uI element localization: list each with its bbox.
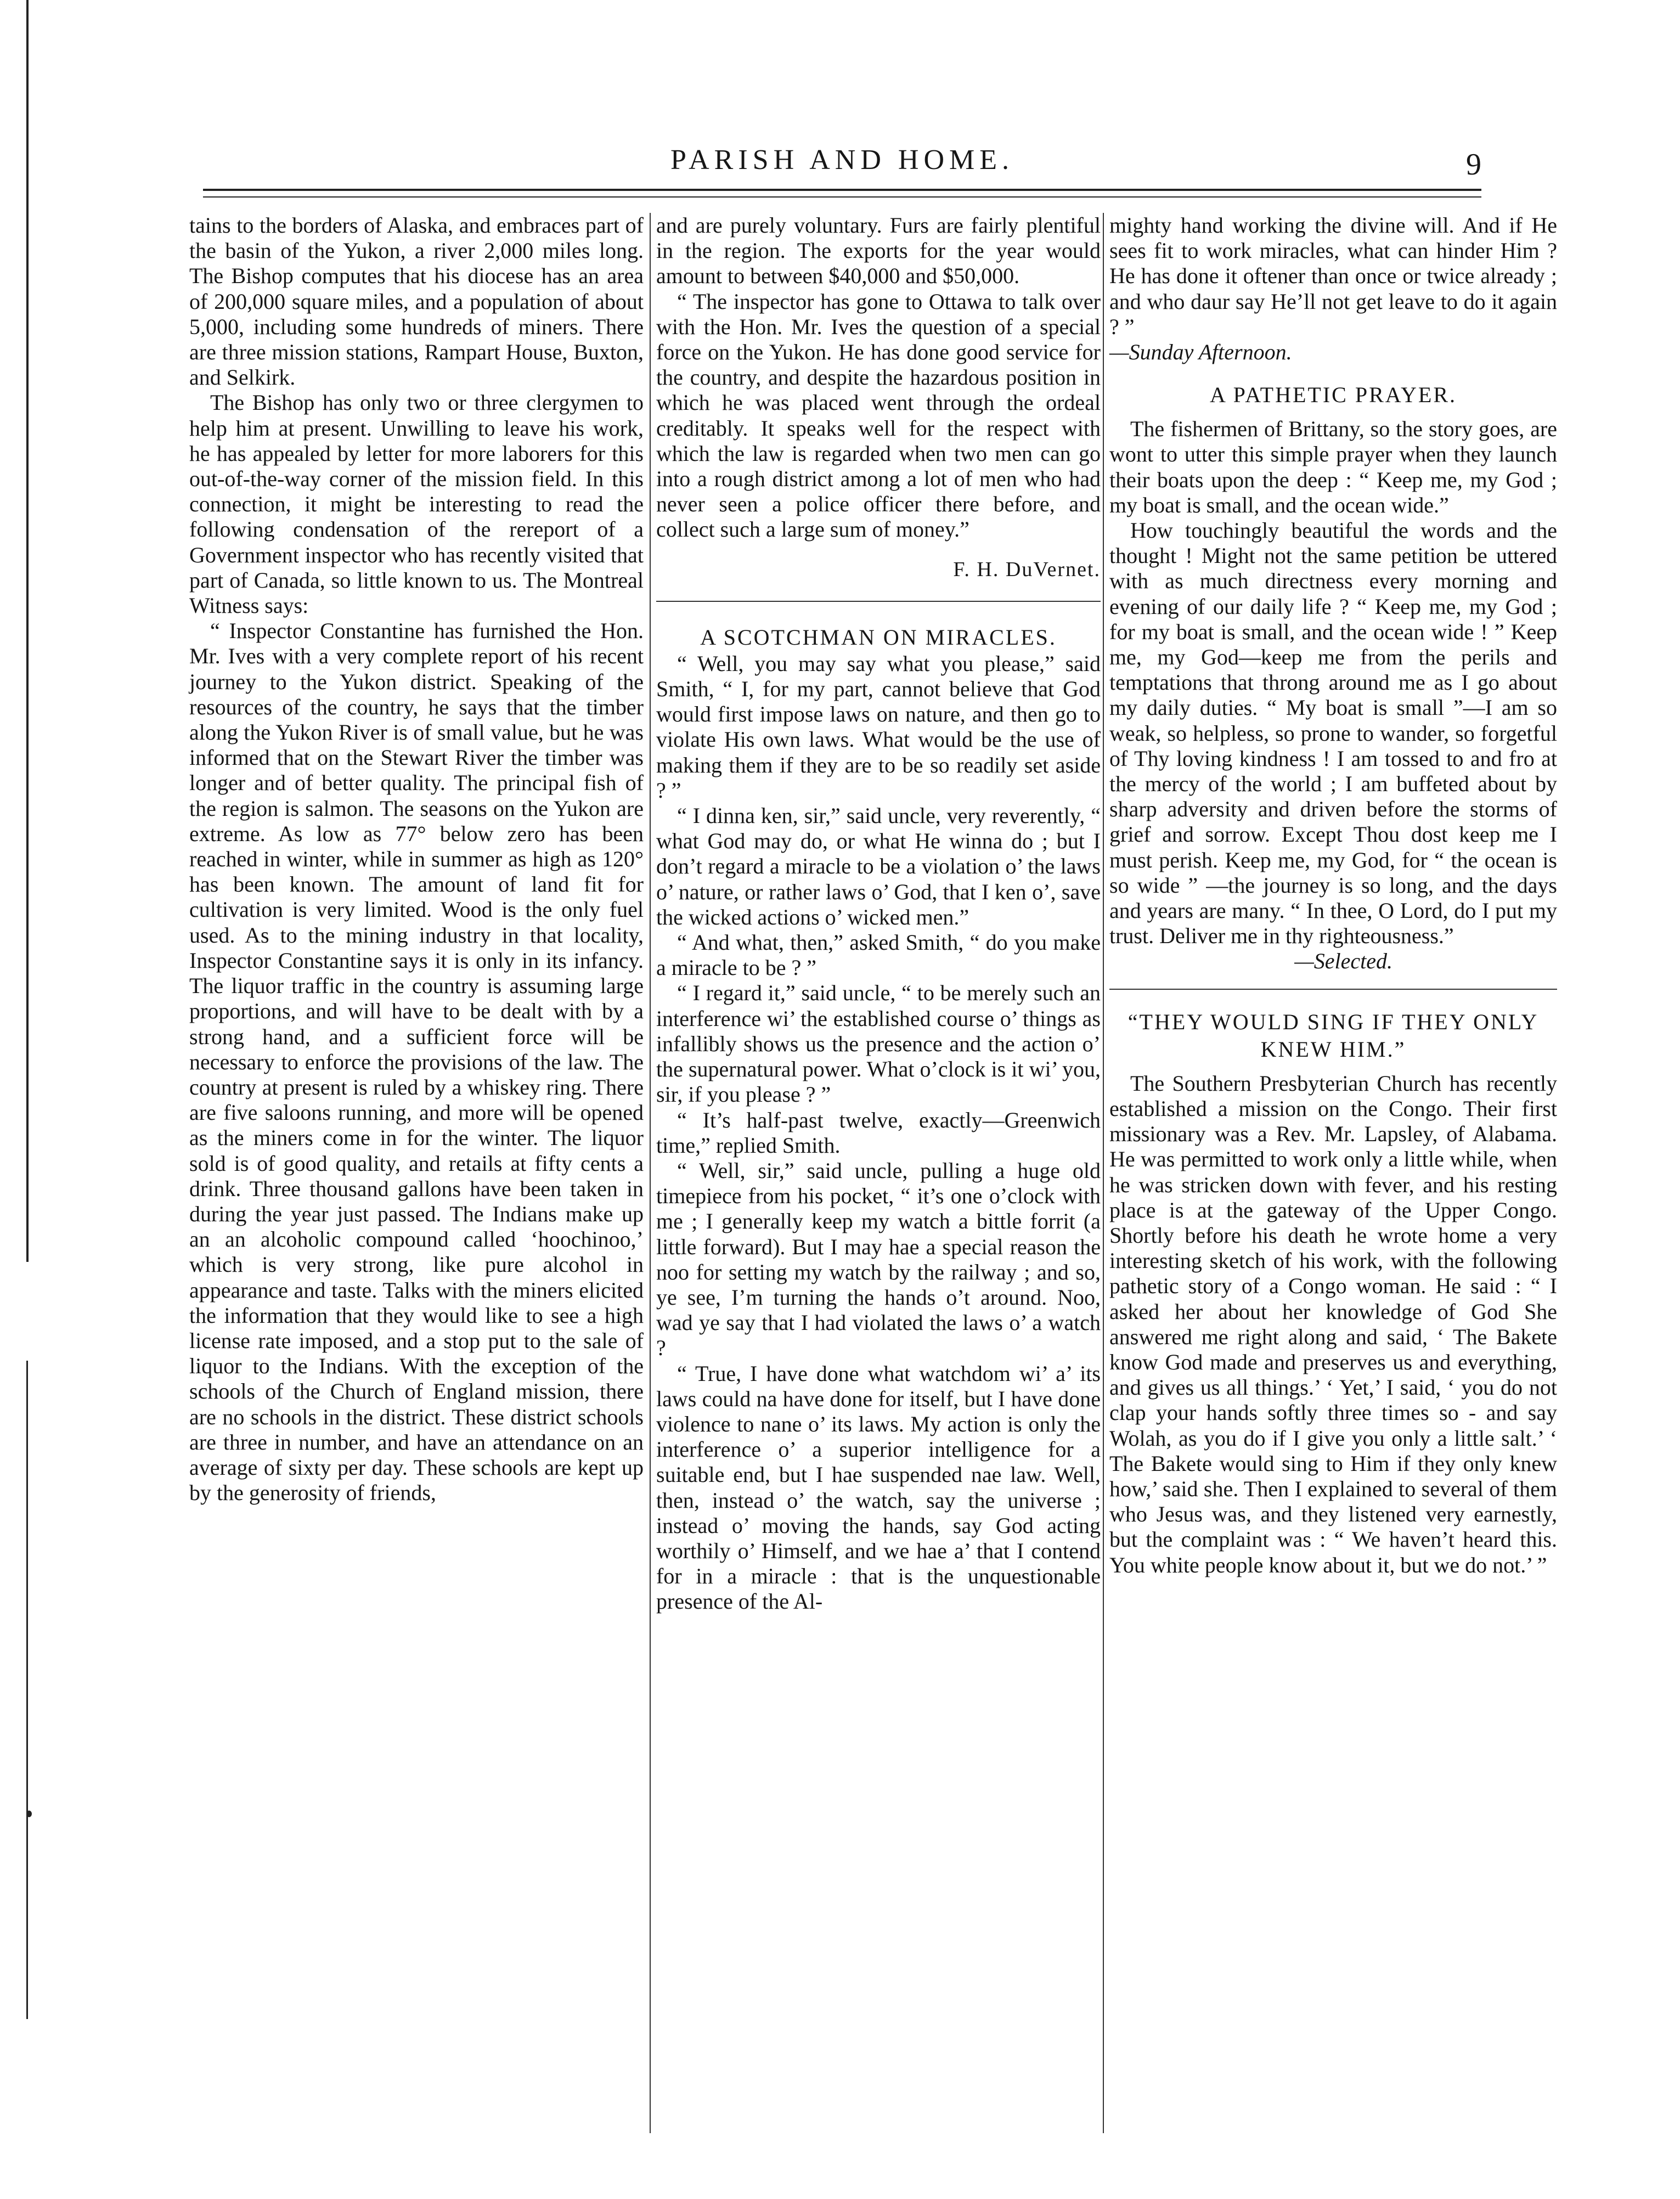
article-title: A PATHETIC PRAYER.: [1209, 382, 1457, 408]
paragraph: “ The inspector has gone to Ottawa to talk over with the Hon. Mr. Ives the question of a special force on the Yukon. He has done good service for the country, and despite the hazardous position in which he was placed went through the ordeal creditably. It speaks well for the respect with which the law is regarded when two men can go into a rough district among a lot of men who had never seen a police officer there before, and collect such a large sum of money.”: [656, 289, 1101, 542]
scan-edge-mark: [26, 0, 29, 1262]
paragraph: “ True, I have done what watchdom wi’ a’ its laws could na have done for itself, but I have done violence to nane o’ its laws. My action is only the interference o’ a superior intelligence for a suitable end, but I hae suspended nae law. Well, then, instead o’ the watch, say the universe ; instead o’ moving the hands, say God acting worthily o’ Himself, and we hae a’ that I contend for in a miracle : that is the unquestionable presence of the Al-: [656, 1361, 1101, 1614]
paragraph: “ Well, you may say what you please,” said Smith, “ I, for my part, cannot believe that God would first impose laws on nature, and then go to violate His own laws. What would be the use of making them if they are to be so readily set aside ? ”: [656, 651, 1101, 803]
paragraph: mighty hand working the divine will. And if He sees fit to work miracles, what can hinder Him ? He has done it oftener than once or twice already ; and who daur say He’ll not get leave to do it again ? ”: [1109, 213, 1557, 339]
header-rule-thick: [203, 189, 1481, 191]
paragraph: The fishermen of Brittany, so the story goes, are wont to utter this simple prayer when they launch their boats upon the deep : “ Keep me, my God ; my boat is small, and the ocean wide.”: [1109, 416, 1557, 517]
column-2: [656, 213, 1101, 1615]
paragraph: The Southern Presbyterian Church has recently established a mission on the Congo. Their first missionary was a Rev. Mr. Lapsley, of Alabama. He was permitted to work only a little while, when he was stricken down with fever, and his resting place is at the gateway of the Upper Congo. Shortly before his death he wrote home a very interesting sketch of his work, with the following pathetic story of a Congo woman. He said : “ I asked her about her knowledge of God She answered me right along and said, ‘ The Bakete know God made and preserves us and everything, and gives us all things.’ ‘ Yet,’ I said, ‘ you do not clap your hands softly three times so - and say Wolah, as you do if I give you only a little salt.’ ‘ The Bakete would sing to Him if they only knew how,’ said she. Then I explained to several of them who Jesus was, and they listened very earnestly, but the complaint was : “ We haven’t heard this. You white people know about it, but we do not.’ ”: [1109, 1070, 1557, 1577]
header-rule-thin: [203, 196, 1481, 198]
paragraph: tains to the borders of Alaska, and embraces part of the basin of the Yukon, a river 2,000 miles long. The Bishop computes that his diocese has an area of 200,000 square miles, and a population of about 5,000, including some hundreds of miners. There are three mission stations, Rampart House, Buxton, and Selkirk.: [189, 213, 644, 390]
running-head: PARISH AND HOME.: [670, 144, 1014, 176]
source-credit: —Selected.: [1294, 949, 1393, 974]
column-1: [189, 213, 644, 1506]
article-title: “THEY WOULD SING IF THEY ONLY KNEW HIM.”: [1127, 1009, 1539, 1062]
column-rule: [1103, 213, 1104, 2133]
column-3: [1109, 213, 1557, 1578]
paragraph: “ And what, then,” asked Smith, “ do you make a miracle to be ? ”: [656, 930, 1101, 980]
paragraph: The Bishop has only two or three clergymen to help him at present. Unwilling to leave his work, he has appealed by letter for more laborers for this out-of-the-way corner of the mission field. In this connection, it might be interesting to read the following condensation of the rereport of a Government inspector who has recently visited that part of Canada, so little known to us. The Montreal Witness says:: [189, 390, 644, 618]
page-number: 9: [1466, 148, 1481, 182]
author-signature: F. H. DuVernet.: [953, 557, 1101, 581]
paragraph: “ I dinna ken, sir,” said uncle, very reverently, “ what God may do, or what He winna do ; but I don’t regard a miracle to be a violation o’ the laws o’ nature, or rather laws o’ God, that I ken o’, save the wicked actions o’ wicked men.”: [656, 803, 1101, 929]
paragraph: “ Inspector Constantine has furnished the Hon. Mr. Ives with a very complete report of his recent journey to the Yukon district. Speaking of the resources of the country, he says that the timber along the Yukon River is of small value, but he was informed that on the Stewart River the timber was longer and of better quality. The principal fish of the region is salmon. The seasons on the Yukon are extreme. As low as 77° below zero has been reached in winter, while in summer as high as 120° has been known. The amount of land fit for cultivation is very limited. Wood is the only fuel used. As to the mining industry in that locality, Inspector Constantine says it is only in its infancy. The liquor traffic in the country is assuming large proportions, and will have to be dealt with by a strong hand, and a sufficient force will be necessary to enforce the provisions of the law. The country at present is ruled by a whiskey ring. There are five saloons running, and more will be opened as the miners come in for the winter. The liquor sold is of good quality, and retails at fifty cents a drink. Three thousand gallons have been taken in during the year just passed. The Indians make up an an alcoholic compound called ‘hoochinoo,’ which is very strong, like pure alcohol in appearance and taste. Talks with the miners elicited the information that they would like to see a high license rate imposed, and a stop put to the sale of liquor to the Indians. With the exception of the schools of the Church of England mission, there are no schools in the district. These district schools are three in number, and have an attendance on an average of sixty per day. These schools are kept up by the generosity of friends,: [189, 618, 644, 1506]
page-header: [203, 144, 1481, 182]
paragraph: and are purely voluntary. Furs are fairly plentiful in the region. The exports for the year would amount to between $40,000 and $50,000.: [656, 213, 1101, 289]
section-divider: [656, 601, 1101, 602]
paragraph: “ Well, sir,” said uncle, pulling a huge old timepiece from his pocket, “ it’s one o’clock with me ; I generally keep my watch a bittle forrit (a little forward). But I may hae a special reason the noo for setting my watch by the railway ; and so, ye see, I’m turning the hands o’t around. Noo, wad ye say that I had violated the laws o’ a watch ?: [656, 1158, 1101, 1361]
scan-edge-mark: [26, 1361, 28, 2019]
scan-speck: [26, 1811, 32, 1817]
paragraph: “ I regard it,” said uncle, “ to be merely such an interference wi’ the established course o’ things as infallibly shows us the presence and the action o’ the supernatural power. What o’clock is it wi’ you, sir, if you please ? ”: [656, 980, 1101, 1107]
article-title: A SCOTCHMAN ON MIRACLES.: [700, 624, 1057, 650]
paragraph: How touchingly beautiful the words and the thought ! Might not the same petition be uttered with as much directness every morning and evening of our daily life ? “ Keep me, my God ; for my boat is small, and the ocean wide ! ” Keep me, my God—keep me from the perils and temptations that throng around me as I go about my daily duties. “ My boat is small ”—I am so weak, so helpless, so prone to wander, so forgetful of Thy loving kindness ! I am tossed to and fro at the mercy of the world ; I am buffeted about by sharp adversity and driven before the storms of grief and sorrow. Except Thou dost keep me I must perish. Keep me, my God, for “ the ocean is so wide ” —the journey is so long, and the days and years are many. “ In thee, O Lord, do I put my trust. Deliver me in thy righteousness.”: [1109, 518, 1557, 949]
paragraph: “ It’s half-past twelve, exactly—Greenwich time,” replied Smith.: [656, 1107, 1101, 1158]
column-rule: [650, 213, 651, 2133]
source-credit: —Sunday Afternoon.: [1109, 340, 1292, 365]
section-divider: [1109, 989, 1557, 990]
